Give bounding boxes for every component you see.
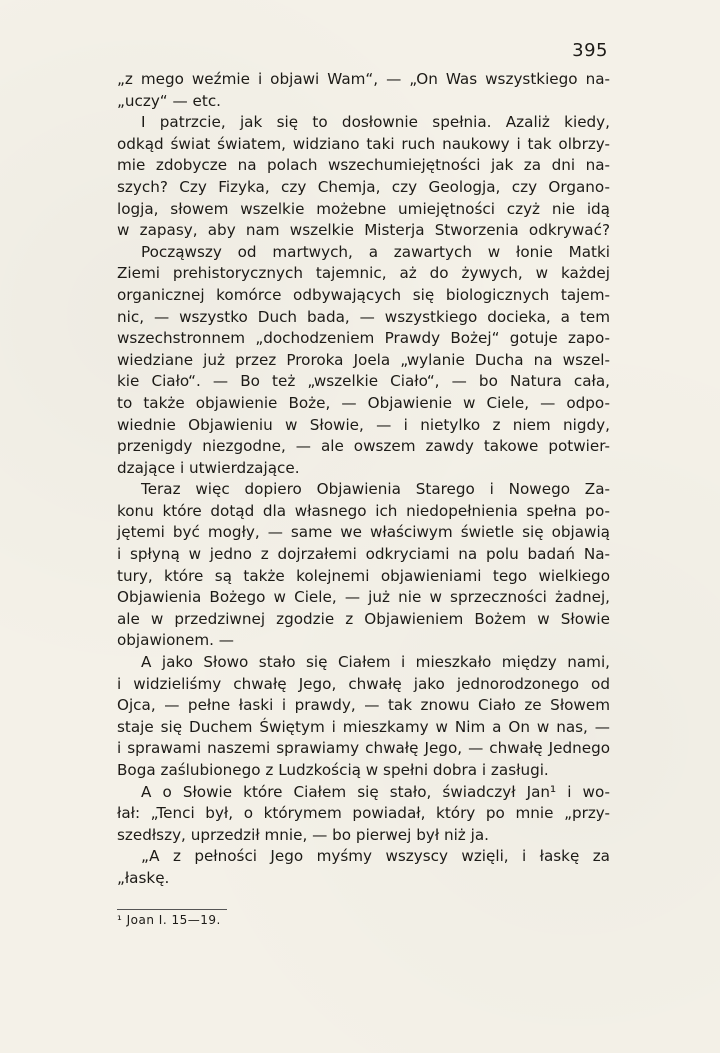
text-line: konu które dotąd dla własnego ich niedopełnienia spełna po-	[117, 501, 610, 520]
text-line: „uczy“ — etc.	[117, 91, 221, 110]
text-line: kie Ciało“. — Bo też „wszelkie Ciało“, — bo Natura cała,	[117, 372, 610, 391]
text-line: przenigdy niezgodne, — ale owszem zawdy takowe potwier-	[117, 437, 610, 456]
text-line: łał: „Tenci był, o którymem powiadał, który po mnie „przy-	[117, 804, 610, 823]
text-line: ale w przedziwnej zgodzie z Objawieniem Bożem w Słowie	[117, 609, 610, 628]
text-line: A jako Słowo stało się Ciałem i mieszkało między nami,	[141, 653, 610, 672]
text-line: dzające i utwierdzające.	[117, 458, 300, 477]
text-line: i spłyną w jedno z dojrzałemi odkryciami na polu badań Na-	[117, 545, 610, 564]
text-line: odkąd świat światem, widziano taki ruch naukowy i tak olbrzy-	[117, 134, 610, 153]
text-line: Ziemi prehistorycznych tajemnic, aż do żywych, w każdej	[117, 264, 610, 283]
text-line: wszechstronnem „dochodzeniem Prawdy Bożej“ gotuje zapo-	[117, 329, 610, 348]
footnote-divider	[117, 909, 227, 910]
text-line: i sprawami naszemi sprawiamy chwałę Jego, — chwałę Jednego	[117, 739, 610, 758]
text-line: Począwszy od martwych, a zawartych w łonie Matki	[141, 242, 610, 261]
text-line: mie zdobycze na polach wszechumiejętności jak za dni na-	[117, 156, 610, 175]
text-line: staje się Duchem Świętym i mieszkamy w Nim a On w nas, —	[117, 717, 610, 736]
text-line: „łaskę.	[117, 868, 170, 887]
text-line: nic, — wszystko Duch bada, — wszystkiego docieka, a tem	[117, 307, 610, 326]
text-line: to także objawienie Boże, — Objawienie w Ciele, — odpo-	[117, 393, 610, 412]
text-line: jętemi być mogły, — same we właściwym świetle się objawią	[117, 523, 610, 542]
text-line: Teraz więc dopiero Objawienia Starego i Nowego Za-	[141, 480, 610, 499]
text-line: wiednie Objawieniu w Słowie, — i nietylko z niem nigdy,	[117, 415, 610, 434]
text-line: objawionem. —	[117, 631, 234, 650]
text-line: „A z pełności Jego myśmy wszyscy wzięli, i łaskę za	[141, 847, 610, 866]
text-line: szedłszy, uprzedził mnie, — bo pierwej był niż ja.	[117, 825, 489, 844]
text-line: Objawienia Bożego w Ciele, — już nie w sprzeczności żadnej,	[117, 588, 610, 607]
text-line: Ojca, — pełne łaski i prawdy, — tak znowu Ciało ze Słowem	[117, 696, 610, 715]
text-line: „z mego weźmie i objawi Wam“, — „On Was wszystkiego na-	[117, 70, 610, 88]
footnote: ¹ Joan I. 15—19.	[117, 913, 221, 927]
text-line: i widzieliśmy chwałę Jego, chwałę jako jednorodzonego od	[117, 674, 610, 693]
text-line: w zapasy, aby nam wszelkie Misterja Stworzenia odkrywać?	[117, 221, 610, 240]
page-number: 395	[572, 40, 608, 61]
text-line: tury, które są także kolejnemi objawieniami tego wielkiego	[117, 566, 610, 585]
text-line: logja, słowem wszelkie możebne umiejętności czyż nie idą	[117, 199, 610, 218]
body-text	[117, 69, 610, 890]
text-line: organicznej komórce odbywających się biologicznych tajem-	[117, 285, 610, 304]
text-line: Boga zaślubionego z Ludzkością w spełni dobra i zasługi.	[117, 761, 549, 779]
text-line: A o Słowie które Ciałem się stało, świadczył Jan¹ i wo-	[141, 782, 610, 801]
text-line: I patrzcie, jak się to dosłownie spełnia. Azaliż kiedy,	[141, 113, 610, 132]
text-line: wiedziane już przez Proroka Joela „wylanie Ducha na wszel-	[117, 350, 610, 369]
text-line: szych? Czy Fizyka, czy Chemja, czy Geologja, czy Organo-	[117, 177, 610, 196]
